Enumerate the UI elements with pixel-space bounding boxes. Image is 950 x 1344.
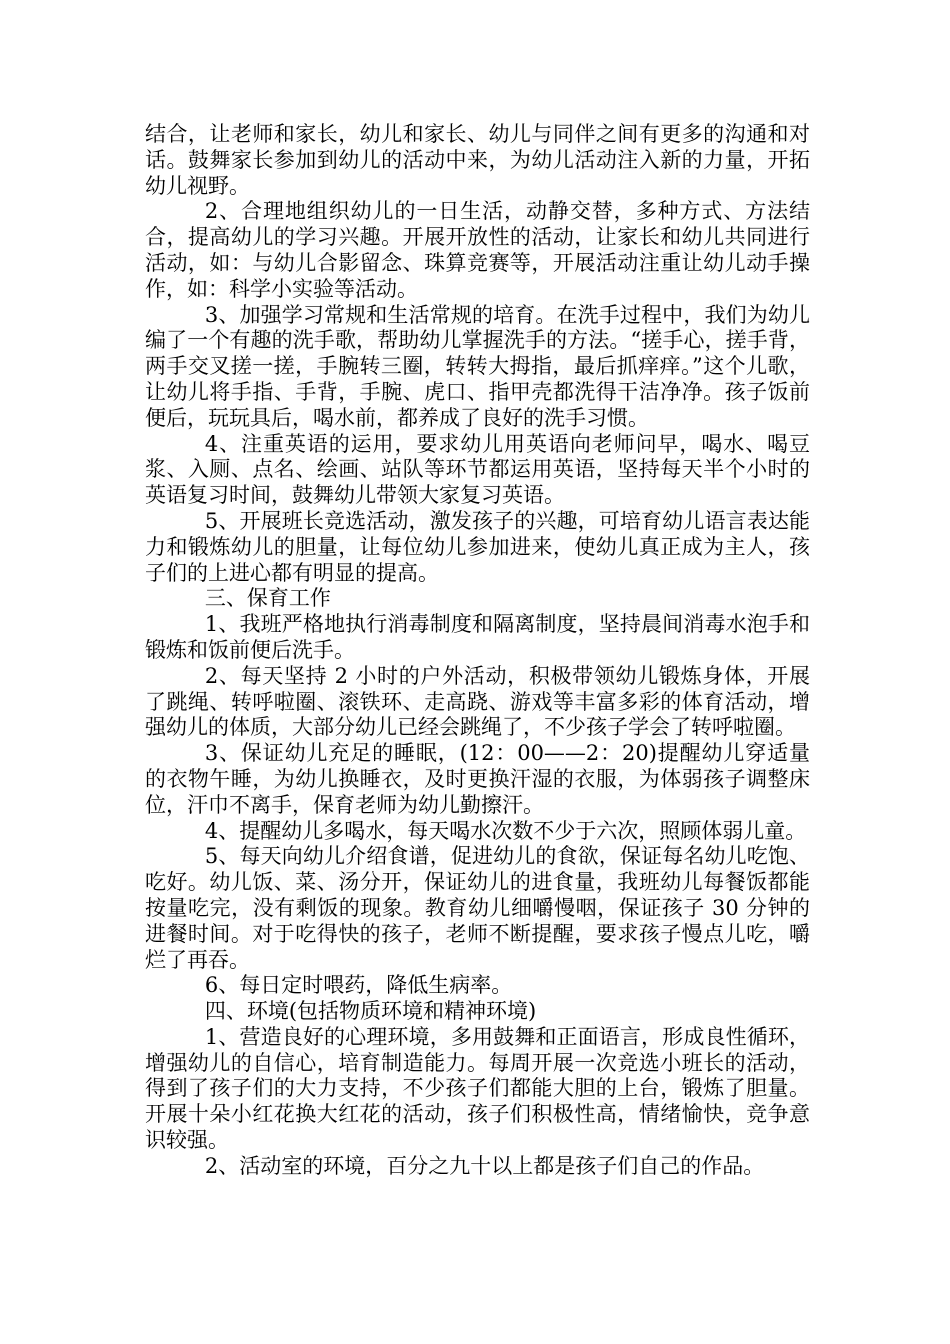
section-heading-environment: 四、环境(包括物质环境和精神环境) <box>204 999 537 1024</box>
document-body <box>145 122 810 1180</box>
paragraph-item-2-daily-life: 2、合理地组织幼儿的一日生活，动静交替，多种方式、方法结合，提高幼儿的学习兴趣。开展开放性的活动，让家长和幼儿共同进行活动，如：与幼儿合影留念、珠算竞赛等，开展活动注重让幼儿动手操作，如：科学小实验等活动。 <box>145 199 810 301</box>
paragraph-care-3-sleep: 3、保证幼儿充足的睡眠，(12：00——2：20)提醒幼儿穿适量的衣物午睡，为幼儿换睡衣，及时更换汗湿的衣服，为体弱孩子调整床位，汗巾不离手，保育老师为幼儿勤擦汗。 <box>145 741 810 817</box>
paragraph-env-2-classroom: 2、活动室的环境，百分之九十以上都是孩子们自己的作品。 <box>204 1153 765 1178</box>
paragraph-item-4-english: 4、注重英语的运用，要求幼儿用英语向老师问早，喝水、喝豆浆、入厕、点名、绘画、站队等环节都运用英语，坚持每天半个小时的英语复习时间，鼓舞幼儿带领大家复习英语。 <box>145 431 810 508</box>
paragraph-care-4-water: 4、提醒幼儿多喝水，每天喝水次数不少于六次，照顾体弱儿童。 <box>204 818 807 843</box>
paragraph-care-6-medicine: 6、每日定时喂药，降低生病率。 <box>204 973 513 998</box>
section-heading-care-work: 三、保育工作 <box>204 586 331 611</box>
paragraph-continuation: 结合，让老师和家长，幼儿和家长、幼儿与同伴之间有更多的沟通和对话。鼓舞家长参加到幼儿的活动中来，为幼儿活动注入新的力量，开拓幼儿视野。 <box>145 122 810 198</box>
paragraph-care-1-disinfection: 1、我班严格地执行消毒制度和隔离制度，坚持晨间消毒水泡手和锻炼和饭前便后洗手。 <box>145 612 810 662</box>
paragraph-env-1-psychology: 1、营造良好的心理环境，多用鼓舞和正面语言，形成良性循环，增强幼儿的自信心，培育制造能力。每周开展一次竞选小班长的活动，得到了孩子们的大力支持，不少孩子们都能大胆的上台，锻炼了胆量。开展十朵小红花换大红花的活动，孩子们积极性高，情绪愉快，竞争意识较强。 <box>145 1024 810 1153</box>
paragraph-item-3-routines: 3、加强学习常规和生活常规的培育。在洗手过程中，我们为幼儿编了一个有趣的洗手歌，帮助幼儿掌握洗手的方法。“搓手心，搓手背，两手交叉搓一搓，手腕转三圈，转转大拇指，最后抓痒痒。”这个儿歌，让幼儿将手指、手背，手腕、虎口、指甲壳都洗得干洁净净。孩子饭前便后，玩玩具后，喝水前，都养成了良好的洗手习惯。 <box>145 302 810 430</box>
paragraph-care-2-outdoor: 2、每天坚持 2 小时的户外活动，积极带领幼儿锻炼身体，开展了跳绳、转呼啦圈、滚铁环、走高跷、游戏等丰富多彩的体育活动，增强幼儿的体质，大部分幼儿已经会跳绳了，不少孩子学会了转呼啦圈。 <box>145 663 810 740</box>
paragraph-care-5-meals: 5、每天向幼儿介绍食谱，促进幼儿的食欲，保证每名幼儿吃饱、吃好。幼儿饭、菜、汤分开，保证幼儿的进食量，我班幼儿每餐饭都能按量吃完，没有剩饭的现象。教育幼儿细嚼慢咽，保证孩子 30 分钟的进餐时间。对于吃得快的孩子，老师不断提醒，要求孩子慢点儿吃，嚼烂了再吞。 <box>145 844 810 972</box>
paragraph-item-5-monitor: 5、开展班长竞选活动，激发孩子的兴趣，可培育幼儿语言表达能力和锻炼幼儿的胆量，让每位幼儿参加进来，使幼儿真正成为主人，孩子们的上进心都有明显的提高。 <box>145 508 810 585</box>
